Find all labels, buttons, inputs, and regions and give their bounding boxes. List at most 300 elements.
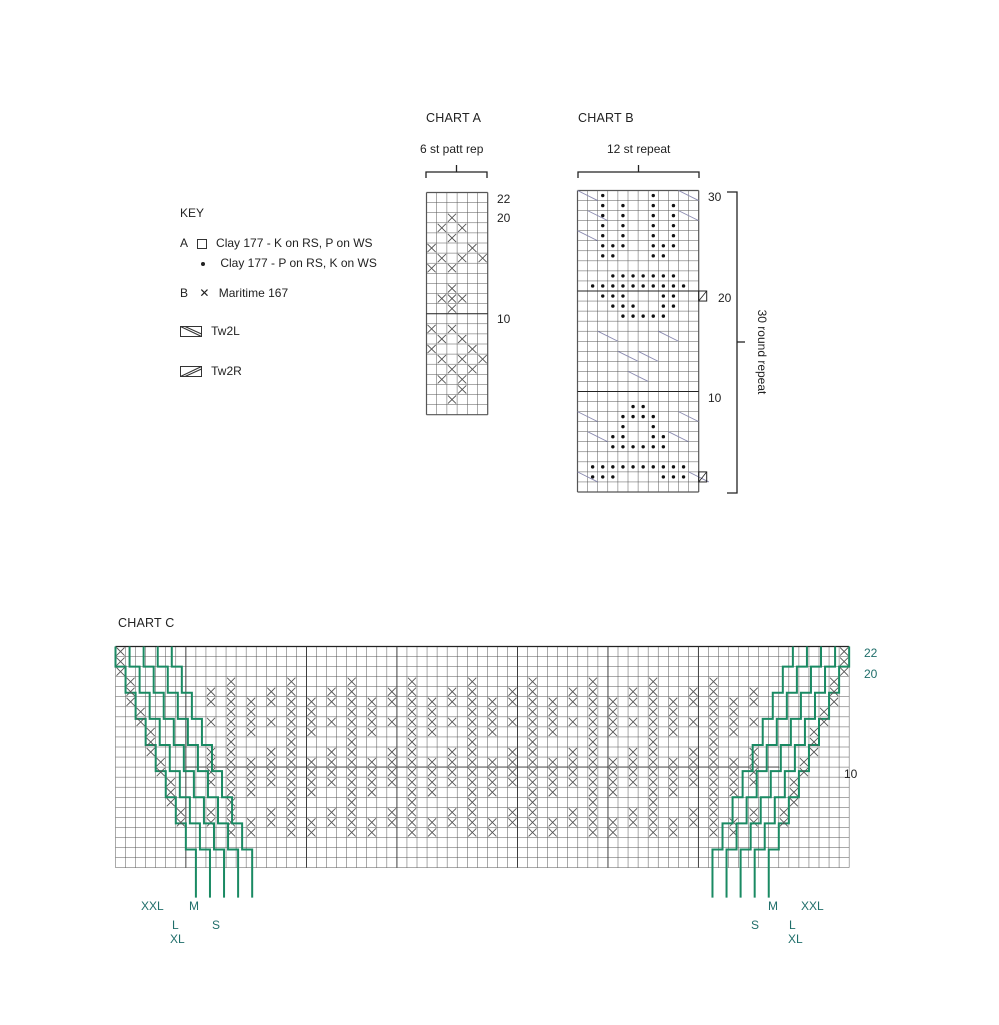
purl-dot [621, 234, 624, 237]
chart-c-cross [689, 808, 697, 816]
purl-dot [662, 284, 665, 287]
chart-c-cross [287, 708, 295, 716]
chart-a-cross [468, 345, 476, 353]
chart-c-cross [408, 698, 416, 706]
chart-c-cross [267, 818, 275, 826]
chart-c-cross [649, 828, 657, 836]
chart-a-cross [448, 295, 456, 303]
purl-dot [621, 415, 624, 418]
chart-c-cross [328, 718, 336, 726]
chart-c-cross [348, 778, 356, 786]
chart-c-cross [207, 808, 215, 816]
chart-c-cross [448, 698, 456, 706]
chart-c-edge-cross [780, 818, 788, 826]
chart-c-cross [307, 778, 315, 786]
chart-c-cross [428, 818, 436, 826]
purl-dot [621, 284, 624, 287]
chart-c-cross [730, 758, 738, 766]
chart-c-cross [709, 768, 717, 776]
purl-dot [682, 465, 685, 468]
chart-c-cross [468, 788, 476, 796]
chart-c-cross [287, 728, 295, 736]
chart-c-cross [468, 698, 476, 706]
chart-c-cross [629, 688, 637, 696]
chart-c-cross [448, 768, 456, 776]
chart-c-cross [267, 718, 275, 726]
chart-c-cross [348, 828, 356, 836]
purl-dot [672, 284, 675, 287]
purl-dot [652, 234, 655, 237]
chart-c-edge-cross [117, 668, 125, 676]
chart-c-cross [408, 748, 416, 756]
chart-c-cross [488, 718, 496, 726]
chart-c-cross [669, 698, 677, 706]
chart-c-cross [287, 748, 295, 756]
purl-dot [601, 214, 604, 217]
chart-c-cross [589, 818, 597, 826]
chart-a-cross [438, 254, 446, 262]
chart-c-cross [227, 718, 235, 726]
chart-c-cross [368, 718, 376, 726]
chart-c-cross [750, 698, 758, 706]
chart-c-cross [348, 758, 356, 766]
purl-dot [631, 415, 634, 418]
chart-c-cross [529, 808, 537, 816]
chart-c-cross [649, 818, 657, 826]
purl-dot [611, 254, 614, 257]
chart-a-cross [438, 375, 446, 383]
chart-c-cross [549, 768, 557, 776]
chart-c-cross [368, 778, 376, 786]
chart-c-cross [589, 738, 597, 746]
chart-c-cross [549, 708, 557, 716]
chart-c-cross [549, 698, 557, 706]
size-label-left-l: L [172, 918, 179, 932]
chart-c-cross [247, 818, 255, 826]
dot-icon [201, 262, 205, 266]
chart-a-row-10: 10 [497, 312, 511, 326]
chart-c-cross [529, 698, 537, 706]
chart-c-cross [207, 688, 215, 696]
size-label-right-xxl: XXL [801, 899, 824, 913]
chart-a-cross [458, 335, 466, 343]
chart-c-cross [529, 798, 537, 806]
size-label-right-xl: XL [788, 932, 803, 946]
chart-c-cross [468, 778, 476, 786]
chart-c-cross [408, 688, 416, 696]
chart-c-edge-cross [830, 688, 838, 696]
chart-c-edge-cross [177, 808, 185, 816]
chart-c-edge-cross [167, 788, 175, 796]
chart-c-cross [549, 728, 557, 736]
chart-c-cross [529, 748, 537, 756]
chart-a-cross [448, 325, 456, 333]
purl-dot [601, 294, 604, 297]
chart-c-row-10: 10 [844, 767, 858, 781]
purl-dot [631, 284, 634, 287]
chart-c-cross [609, 708, 617, 716]
chart-c-edge-cross [177, 818, 185, 826]
chart-c-title: CHART C [118, 616, 175, 630]
chart-a-cross [448, 284, 456, 292]
chart-a-row-22: 22 [497, 192, 511, 206]
chart-c-cross [328, 698, 336, 706]
chart-c-cross [267, 758, 275, 766]
chart-c-cross [448, 778, 456, 786]
chart-c-cross [287, 718, 295, 726]
chart-c-cross [287, 798, 295, 806]
chart-c-cross [629, 718, 637, 726]
purl-dot [662, 445, 665, 448]
purl-dot [672, 204, 675, 207]
chart-c-row-22: 22 [864, 646, 878, 660]
size-label-left-m: M [189, 899, 199, 913]
chart-c-cross [247, 828, 255, 836]
purl-dot [672, 234, 675, 237]
chart-c-cross [328, 808, 336, 816]
chart-c-cross [227, 748, 235, 756]
purl-dot [672, 294, 675, 297]
size-label-left-xxl: XXL [141, 899, 164, 913]
chart-a-cross [458, 355, 466, 363]
purl-dot [601, 244, 604, 247]
key-letter-b: B [180, 286, 189, 300]
chart-c-cross [328, 778, 336, 786]
chart-c-cross [529, 788, 537, 796]
chart-a-cross [428, 264, 436, 272]
purl-dot [621, 224, 624, 227]
chart-c-cross [589, 778, 597, 786]
chart-c-cross [468, 808, 476, 816]
purl-dot [611, 294, 614, 297]
chart-b-repeat-label: 12 st repeat [607, 142, 671, 156]
purl-dot [621, 214, 624, 217]
purl-dot [621, 425, 624, 428]
chart-c-cross [227, 788, 235, 796]
chart-a-cross [448, 264, 456, 272]
chart-c-cross [368, 728, 376, 736]
tw2l-icon [180, 326, 202, 337]
chart-c-cross [529, 758, 537, 766]
purl-dot [631, 405, 634, 408]
chart-c-cross [247, 728, 255, 736]
chart-c-cross [508, 688, 516, 696]
purl-dot [611, 284, 614, 287]
chart-c-cross [669, 708, 677, 716]
chart-c-cross [307, 818, 315, 826]
chart-c-cross [207, 748, 215, 756]
chart-a-cross [479, 355, 487, 363]
size-label-left-xl: XL [170, 932, 185, 946]
size-label-left-s: S [212, 918, 221, 932]
chart-c-cross [649, 788, 657, 796]
chart-c-cross [589, 788, 597, 796]
purl-dot [641, 415, 644, 418]
purl-dot [652, 415, 655, 418]
chart-c-cross [368, 768, 376, 776]
chart-c-grid [110, 640, 870, 920]
chart-c-cross [508, 778, 516, 786]
chart-c-cross [689, 818, 697, 826]
chart-c-cross [529, 768, 537, 776]
chart-c-cross [569, 718, 577, 726]
chart-c-cross [307, 718, 315, 726]
chart-c-cross [448, 688, 456, 696]
chart-c-cross [508, 698, 516, 706]
purl-dot [672, 304, 675, 307]
chart-c-edge-cross [800, 768, 808, 776]
chart-c-cross [629, 698, 637, 706]
purl-dot [621, 314, 624, 317]
size-label-right-m: M [768, 899, 778, 913]
chart-c-cross [408, 828, 416, 836]
chart-c-cross [428, 718, 436, 726]
chart-c-cross [589, 678, 597, 686]
purl-dot [611, 475, 614, 478]
chart-c-cross [649, 808, 657, 816]
chart-c-cross [609, 698, 617, 706]
purl-dot [601, 224, 604, 227]
chart-c-cross [468, 708, 476, 716]
chart-c-cross [649, 688, 657, 696]
purl-dot [672, 214, 675, 217]
chart-c-cross [589, 768, 597, 776]
chart-c-cross [428, 708, 436, 716]
chart-c-cross [348, 748, 356, 756]
chart-a-cross [438, 355, 446, 363]
chart-c-cross [529, 828, 537, 836]
chart-c-cross [227, 678, 235, 686]
chart-c-cross [589, 688, 597, 696]
purl-dot [652, 465, 655, 468]
chart-c-cross [589, 798, 597, 806]
chart-c-cross [569, 778, 577, 786]
chart-c-cross [669, 788, 677, 796]
purl-dot [601, 204, 604, 207]
chart-c-cross [589, 708, 597, 716]
chart-c-edge-cross [137, 708, 145, 716]
chart-c-cross [529, 728, 537, 736]
chart-c-cross [488, 778, 496, 786]
chart-c-cross [609, 818, 617, 826]
chart-c-cross [468, 798, 476, 806]
purl-dot [601, 284, 604, 287]
chart-c-cross [589, 748, 597, 756]
empty-square-icon [197, 239, 207, 249]
chart-c-cross [307, 788, 315, 796]
chart-c-cross [388, 778, 396, 786]
purl-dot [631, 274, 634, 277]
chart-c-cross [609, 828, 617, 836]
chart-c-cross [207, 698, 215, 706]
chart-c-cross [348, 738, 356, 746]
chart-c-cross [328, 748, 336, 756]
chart-c-cross [448, 718, 456, 726]
chart-c-cross [629, 808, 637, 816]
chart-a-cross [448, 214, 456, 222]
chart-a-repeat-bracket [425, 160, 489, 180]
chart-c-edge-cross [800, 758, 808, 766]
purl-dot [611, 445, 614, 448]
chart-c-cross [549, 778, 557, 786]
key-text-purl: Clay 177 - P on RS, K on WS [220, 256, 377, 270]
purl-dot [662, 244, 665, 247]
chart-c-cross [287, 758, 295, 766]
chart-c-cross [730, 698, 738, 706]
chart-c-cross [669, 728, 677, 736]
purl-dot [611, 244, 614, 247]
chart-c-cross [569, 808, 577, 816]
chart-c-cross [549, 758, 557, 766]
chart-a-cross [458, 295, 466, 303]
cross-icon: ✕ [199, 286, 210, 300]
chart-c-cross [468, 758, 476, 766]
chart-c-cross [408, 718, 416, 726]
chart-c-cross [569, 748, 577, 756]
chart-c-cross [408, 788, 416, 796]
chart-c-cross [589, 828, 597, 836]
chart-c-cross [428, 728, 436, 736]
chart-c-cross [428, 698, 436, 706]
purl-dot [682, 475, 685, 478]
chart-c-cross [287, 818, 295, 826]
key-item-knit [180, 236, 373, 250]
chart-c-cross [227, 778, 235, 786]
size-label-right-s: S [751, 918, 760, 932]
chart-a-cross [428, 345, 436, 353]
purl-dot [672, 465, 675, 468]
key-item-tw2l [180, 324, 240, 338]
chart-c-cross [287, 698, 295, 706]
chart-c-cross [508, 748, 516, 756]
chart-c-cross [569, 768, 577, 776]
purl-dot [662, 465, 665, 468]
chart-c-cross [368, 788, 376, 796]
chart-c-cross [709, 808, 717, 816]
chart-c-cross [589, 698, 597, 706]
purl-dot [621, 465, 624, 468]
chart-c-cross [408, 768, 416, 776]
chart-c-cross [649, 748, 657, 756]
chart-a-row-20: 20 [497, 211, 511, 225]
purl-dot [591, 284, 594, 287]
chart-c-cross [227, 768, 235, 776]
chart-c-cross [267, 748, 275, 756]
purl-dot [641, 445, 644, 448]
chart-c-cross [709, 778, 717, 786]
chart-c-cross [307, 728, 315, 736]
chart-c-cross [589, 808, 597, 816]
chart-c-cross [709, 718, 717, 726]
chart-c-cross [569, 758, 577, 766]
chart-c-cross [689, 748, 697, 756]
chart-a-cross [468, 244, 476, 252]
chart-c-cross [267, 768, 275, 776]
purl-dot [601, 254, 604, 257]
chart-c-cross [388, 768, 396, 776]
purl-dot [601, 465, 604, 468]
purl-dot [631, 465, 634, 468]
chart-c-cross [227, 758, 235, 766]
chart-c-edge-cross [820, 708, 828, 716]
chart-c-cross [709, 678, 717, 686]
purl-dot [672, 244, 675, 247]
chart-c-cross [488, 828, 496, 836]
purl-dot [641, 405, 644, 408]
purl-dot [662, 254, 665, 257]
chart-c-edge-cross [840, 658, 848, 666]
purl-dot [611, 304, 614, 307]
chart-c-edge-cross [147, 728, 155, 736]
chart-c-cross [609, 728, 617, 736]
chart-c-cross [629, 758, 637, 766]
chart-c-cross [709, 788, 717, 796]
chart-c-cross [287, 688, 295, 696]
purl-dot [601, 194, 604, 197]
chart-c-cross [508, 808, 516, 816]
purl-dot [631, 314, 634, 317]
purl-dot [652, 254, 655, 257]
chart-c-cross [388, 698, 396, 706]
chart-a-cross [458, 254, 466, 262]
chart-c-cross [247, 778, 255, 786]
chart-c-cross [709, 748, 717, 756]
chart-c-cross [287, 828, 295, 836]
chart-c-cross [227, 688, 235, 696]
chart-c-cross [448, 808, 456, 816]
purl-dot [621, 244, 624, 247]
chart-c-cross [368, 828, 376, 836]
chart-c-cross [428, 828, 436, 836]
chart-c-cross [368, 758, 376, 766]
chart-c-cross [227, 728, 235, 736]
chart-c-cross [307, 768, 315, 776]
chart-c-cross [730, 788, 738, 796]
chart-a-cross [428, 244, 436, 252]
key-letter-a: A [180, 236, 188, 250]
chart-c-cross [669, 758, 677, 766]
chart-a-cross [468, 365, 476, 373]
chart-c-edge-cross [840, 668, 848, 676]
chart-c-cross [267, 808, 275, 816]
chart-c-cross [287, 678, 295, 686]
chart-c-cross [348, 768, 356, 776]
chart-c-cross [468, 768, 476, 776]
chart-c-cross [549, 788, 557, 796]
chart-c-cross [609, 768, 617, 776]
chart-c-cross [488, 788, 496, 796]
chart-c-cross [709, 708, 717, 716]
chart-c-edge-cross [167, 798, 175, 806]
chart-c-cross [649, 768, 657, 776]
chart-c-cross [307, 698, 315, 706]
chart-c-cross [649, 738, 657, 746]
chart-c-cross [750, 748, 758, 756]
chart-c-cross [529, 818, 537, 826]
chart-c-row-20: 20 [864, 667, 878, 681]
purl-dot [591, 475, 594, 478]
chart-c-edge-cross [117, 648, 125, 656]
chart-c-cross [348, 678, 356, 686]
chart-c-cross [689, 698, 697, 706]
chart-c-cross [468, 688, 476, 696]
purl-dot [682, 284, 685, 287]
chart-c-cross [227, 798, 235, 806]
chart-c-cross [388, 688, 396, 696]
chart-c-cross [247, 788, 255, 796]
chart-c-cross [508, 758, 516, 766]
chart-c-edge-cross [127, 678, 135, 686]
